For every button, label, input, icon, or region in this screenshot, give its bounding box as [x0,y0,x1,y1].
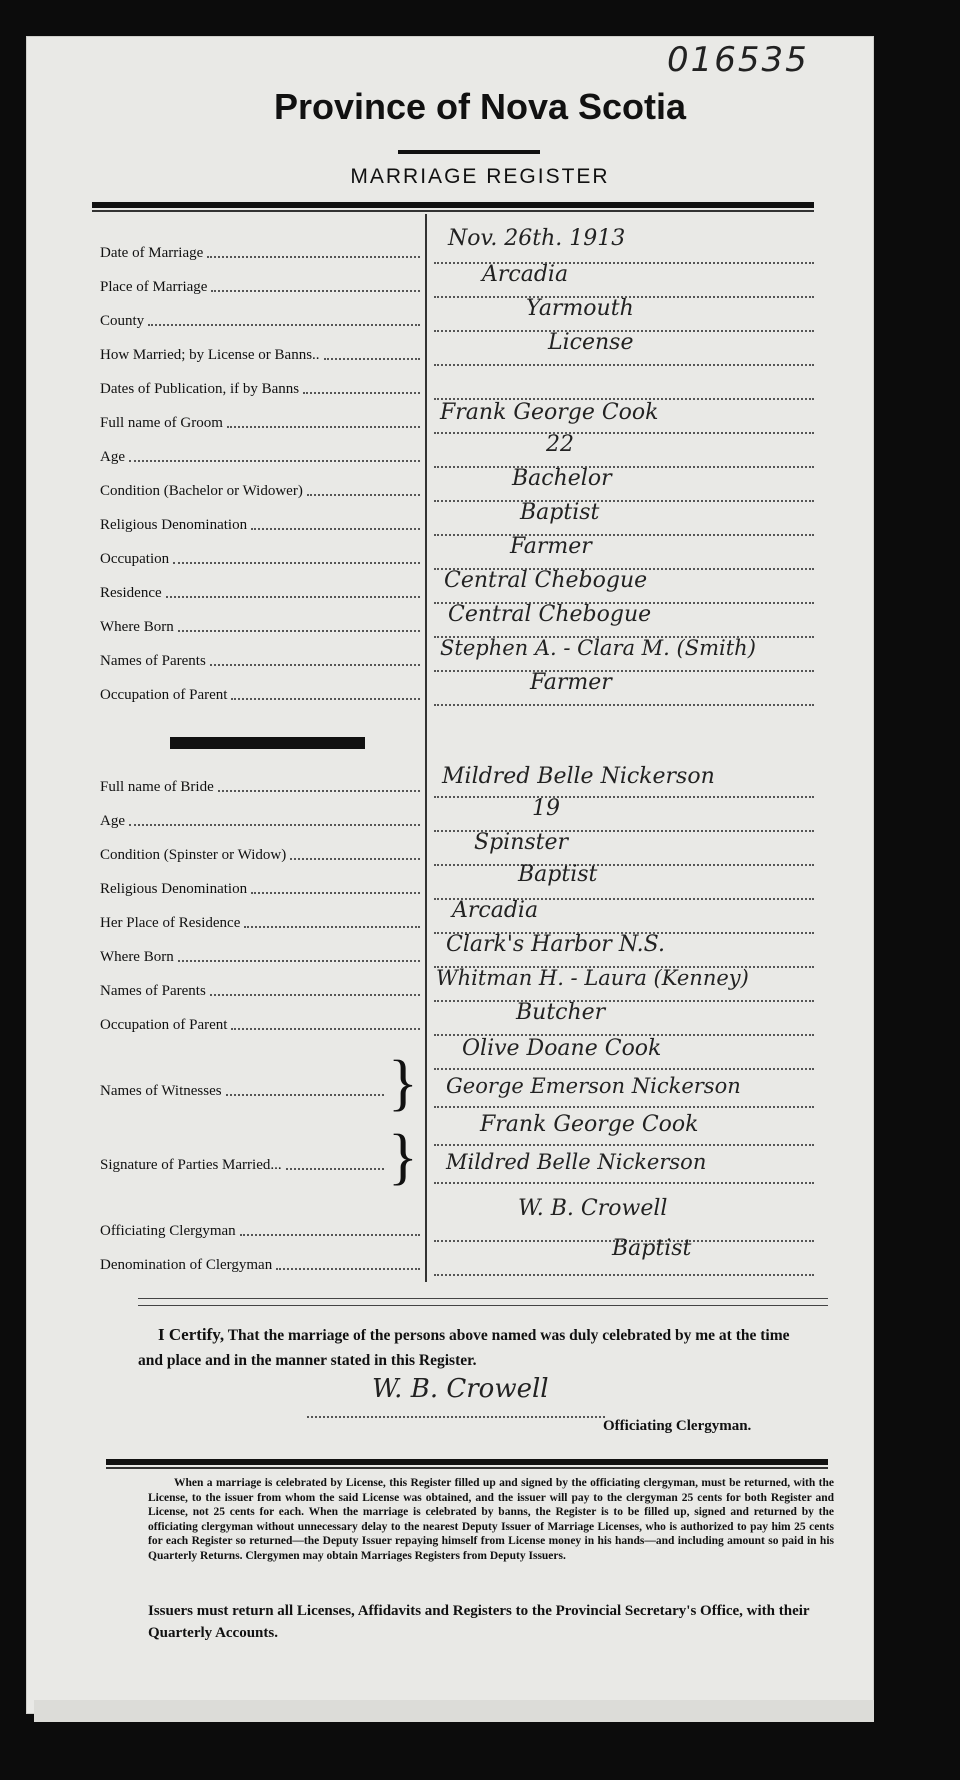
field-line [434,998,814,1002]
field-line [434,794,814,798]
issuers-notice: Issuers must return all Licenses, Affidavits and Registers to the Provincial Secretary's Office, with their Quarterly Accounts. [148,1603,810,1641]
value-bride-name: Mildred Belle Nickerson [442,764,715,789]
field-label-how-married: How Married; by License or Banns.. [100,342,426,364]
footer-rule [106,1459,828,1465]
field-label-place-of-marriage: Place of Marriage [100,274,426,296]
value-groom-denomination: Baptist [520,500,600,525]
field-line [434,362,814,366]
field-line [434,532,814,536]
value-bride-condition: Spinster [474,830,569,855]
value-groom-where-born: Central Chebogue [448,602,652,627]
page-title: Province of Nova Scotia [273,86,687,127]
bride-section-separator [170,737,365,749]
value-county: Yarmouth [526,296,634,321]
field-label-bride-where-born: Where Born [100,944,426,966]
value-groom-name: Frank George Cook [440,400,659,425]
value-bride-residence: Arcadia [452,898,539,923]
value-bride-where-born: Clark's Harbor N.S. [446,932,665,957]
paper-edge [34,1700,874,1722]
field-line [434,1066,814,1070]
field-label-bride-parents: Names of Parents [100,978,426,1000]
value-bride-parent-occupation: Butcher [516,1000,606,1025]
field-label-bride-parent-occupation: Occupation of Parent [100,1012,426,1034]
value-bride-denomination: Baptist [518,862,598,887]
value-groom-condition: Bachelor [512,466,612,491]
parties-brace: } [388,1123,418,1191]
value-how-married: License [548,330,634,355]
field-line [434,430,814,434]
bride-signature: Mildred Belle Nickerson [446,1150,707,1174]
value-bride-age: 19 [532,796,560,821]
field-label-bride-age: Age [100,808,426,830]
field-label-bride-name: Full name of Bride [100,774,426,796]
value-groom-residence: Central Chebogue [444,568,648,593]
register-number: 016535 [667,40,809,80]
field-label-groom-age: Age [100,444,426,466]
field-line [434,1272,814,1276]
groom-signature: Frank George Cook [480,1112,699,1137]
field-label-dates-of-publication: Dates of Publication, if by Banns [100,376,426,398]
header-rule [92,202,814,208]
field-label-parties: Signature of Parties Married... [100,1152,390,1174]
field-line [434,702,814,706]
officiating-clergyman-caption: Officiating Clergyman. [603,1418,752,1434]
value-officiating-clergyman: W. B. Crowell [518,1196,668,1221]
field-line [434,1104,814,1108]
value-groom-parent-occupation: Farmer [530,670,612,695]
witnesses-brace: } [388,1049,418,1117]
field-label-groom-where-born: Where Born [100,614,426,636]
clergy-signature: W. B. Crowell [372,1374,549,1404]
header-rule-thin [92,210,814,212]
instructions-note: When a marriage is celebrated by License, this Register filled up and signed by the officiating clergyman, must be returned, with the License, to the issuer from whom the said License was obtained, and the issuer will pay to the clergyman 25 cents for both Register and License, not 25 cents for each. When the marriage is celebrated by banns, the Register is to be filled up, signed and returned by the officiating clergyman without unnecessary delay to the nearest Deputy Issuer of Marriage Licenses, who is authorized to pay him 25 cents for each Register so returned—the Deputy Issuer repaying himself from License money in his hands—and including amount so paid in his Quarterly Returns. Clergymen may obtain Marriages Registers from Deputy Issuers. [148,1477,834,1562]
page-subtitle: MARRIAGE REGISTER [350,165,610,188]
value-groom-parents: Stephen A. - Clara M. (Smith) [440,636,756,660]
witness-name: George Emerson Nickerson [446,1074,741,1098]
field-label-groom-parents: Names of Parents [100,648,426,670]
field-label-bride-condition: Condition (Spinster or Widow) [100,842,426,864]
value-place-of-marriage: Arcadia [482,262,569,287]
field-line [434,464,814,468]
certify-lead: I Certify, [158,1325,225,1344]
certificate-rule [138,1298,828,1306]
field-label-groom-denomination: Religious Denomination [100,512,426,534]
field-label-county: County [100,308,426,330]
field-label-groom-residence: Residence [100,580,426,602]
field-line [434,1142,814,1146]
value-denomination-of-clergyman: Baptist [612,1236,692,1261]
title-divider [398,150,540,154]
certificate-text [138,1322,818,1373]
field-label-witnesses: Names of Witnesses [100,1078,390,1100]
field-line [434,862,814,866]
value-bride-parents: Whitman H. - Laura (Kenney) [436,966,749,990]
field-label-groom-occupation: Occupation [100,546,426,568]
certify-body: That the marriage of the persons above named was duly celebrated by me at the time and place and in the manner stated in this Register. [138,1327,790,1369]
field-label-groom-parent-occupation: Occupation of Parent [100,682,426,704]
field-label-denomination-of-clergyman: Denomination of Clergyman [100,1252,426,1274]
field-line [434,1180,814,1184]
footer-rule-thin [106,1467,828,1469]
field-line [434,498,814,502]
clergy-signature-line [307,1414,605,1418]
column-divider [425,214,427,1282]
value-date-of-marriage: Nov. 26th. 1913 [448,226,626,251]
field-line [434,668,814,672]
field-label-date-of-marriage: Date of Marriage [100,240,426,262]
witness-name: Olive Doane Cook [462,1036,662,1061]
value-groom-occupation: Farmer [510,534,592,559]
field-label-officiating-clergyman: Officiating Clergyman [100,1218,426,1240]
field-label-groom-name: Full name of Groom [100,410,426,432]
field-label-groom-condition: Condition (Bachelor or Widower) [100,478,426,500]
field-label-bride-residence: Her Place of Residence [100,910,426,932]
value-groom-age: 22 [546,432,574,457]
field-label-bride-denomination: Religious Denomination [100,876,426,898]
